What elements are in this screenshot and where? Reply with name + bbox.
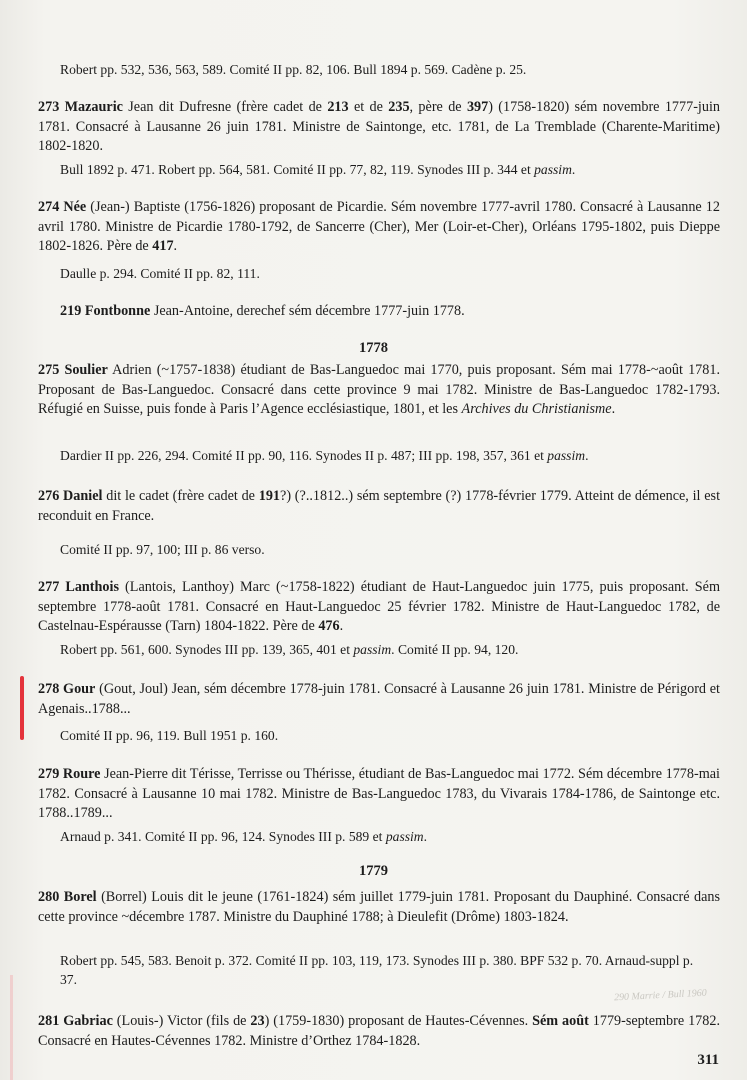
- entry-surname: Mazauric: [64, 99, 123, 115]
- entry-number: 278: [38, 681, 60, 697]
- entry-number: 219: [60, 303, 82, 319]
- entry-276: 276 Daniel dit le cadet (frère cadet de 191?) (?..1812..) sém septembre (?) 1778-février 1779. Atteint de démence, il est reconduit en France.: [38, 488, 721, 524]
- entry-surname: Gour: [63, 681, 96, 697]
- entry-219: 219 Fontbonne Jean-Antoine, derechef sém décembre 1777-juin 1778.: [60, 303, 465, 319]
- entry-surname: Lanthois: [65, 579, 119, 595]
- entry-number: 273: [38, 99, 60, 115]
- entry-number: 279: [38, 766, 60, 782]
- entry-273: 273 Mazauric Jean dit Dufresne (frère cadet de 213 et de 235, père de 397) (1758-1820) sém novembre 1777-juin 1781. Consacré à Lausanne 26 juin 1781. Ministre de Saintonge, etc. 1781, de La Tremblade (Charente-Maritime) 1802-1820.: [38, 99, 720, 154]
- bleed-through-text: 290 Marrie / Bull 1960: [613, 987, 708, 1004]
- reference-line: Daulle p. 294. Comité II pp. 82, 111.: [60, 266, 260, 281]
- highlight-marker: [20, 676, 24, 740]
- entry-surname: Soulier: [64, 362, 108, 378]
- reference-line: Robert pp. 532, 536, 563, 589. Comité II pp. 82, 106. Bull 1894 p. 569. Cadène p. 25.: [60, 62, 527, 77]
- entry-280: 280 Borel (Borrel) Louis dit le jeune (1761-1824) sém juillet 1779-juin 1781. Proposant du Dauphiné. Consacré dans cette province ~décembre 1787. Ministre du Dauphiné 1788; à Dieulefit (Drôme) 1803-1824.: [38, 889, 721, 925]
- reference-line: Arnaud p. 341. Comité II pp. 96, 124. Synodes III p. 589 et passim.: [60, 829, 428, 844]
- page-number: 311: [697, 1052, 719, 1068]
- entry-275: 275 Soulier Adrien (~1757-1838) étudiant de Bas-Languedoc mai 1770, puis proposant. Sém mai 1778-~août 1781. Proposant de Bas-Languedoc. Consacré dans cette province 9 mai 1782. Ministre de Bas-Languedoc 1782-1793. Réfugié en Suisse, puis fonde à Paris l’Agence ecclésiastique, 1801, et les Archives du Christianisme.: [38, 362, 721, 417]
- entry-surname: Borel: [63, 889, 97, 905]
- entry-277: 277 Lanthois (Lantois, Lanthoy) Marc (~1758-1822) étudiant de Haut-Languedoc juin 1775, puis proposant. Sém septembre 1778-août 1781. Consacré en Haut-Languedoc 25 février 1782. Ministre de Haut-Languedoc 1782, de Castelnau-Espérausse (Tarn) 1804-1822. Père de 476.: [38, 579, 721, 634]
- year-heading: 1779: [359, 863, 388, 879]
- reference-line: Robert pp. 561, 600. Synodes III pp. 139, 365, 401 et passim. Comité II pp. 94, 120.: [60, 642, 519, 657]
- entry-number: 276: [38, 488, 60, 504]
- reference-line: Bull 1892 p. 471. Robert pp. 564, 581. Comité II pp. 77, 82, 119. Synodes III p. 344 et passim.: [60, 162, 576, 177]
- entry-number: 274: [38, 199, 60, 215]
- entry-278: 278 Gour (Gout, Joul) Jean, sém décembre 1778-juin 1781. Consacré à Lausanne 26 juin 1781. Ministre de Périgord et Agenais..1788...: [38, 681, 720, 717]
- entry-surname: Daniel: [63, 488, 103, 504]
- entry-281: 281 Gabriac (Louis-) Victor (fils de 23) (1759-1830) proposant de Hautes-Cévennes. Sém août 1779-septembre 1782. Consacré en Hautes-Cévennes 1782. Ministre d’Orthez 1784-1828.: [38, 1013, 721, 1049]
- entry-surname: Fontbonne: [84, 303, 151, 319]
- reference-line: Dardier II pp. 226, 294. Comité II pp. 90, 116. Synodes II p. 487; III pp. 198, 357, 361 et passim.: [60, 448, 589, 463]
- entry-number: 275: [38, 362, 60, 378]
- entry-274: 274 Née (Jean-) Baptiste (1756-1826) proposant de Picardie. Sém novembre 1777-avril 1780. Consacré à Lausanne 12 avril 1780. Ministre de Picardie 1780-1792, de Sancerre (Cher), Mer (Loir-et-Cher), Orléans 1795-1802, puis Dieppe 1802-1826. Père de 417.: [38, 199, 720, 254]
- entry-number: 281: [38, 1013, 60, 1029]
- entry-number: 280: [38, 889, 60, 905]
- entry-surname: Gabriac: [63, 1013, 113, 1029]
- reference-line: Robert pp. 545, 583. Benoit p. 372. Comité II pp. 103, 119, 173. Synodes III p. 380. BPF 532 p. 70. Arnaud-suppl p. 37.: [60, 953, 694, 987]
- entry-surname: Née: [63, 199, 87, 215]
- entry-279: 279 Roure Jean-Pierre dit Térisse, Terrisse ou Thérisse, étudiant de Bas-Languedoc mai 1772. Sém décembre 1778-mai 1782. Consacré à Lausanne 10 mai 1782. Ministre de Bas-Languedoc 1783, du Vivarais 1784-1786, de Saintonge etc. 1788..1789...: [38, 766, 720, 821]
- margin-stain: [10, 975, 13, 1080]
- entry-number: 277: [38, 579, 60, 595]
- year-heading: 1778: [359, 340, 388, 356]
- entry-surname: Roure: [62, 766, 101, 782]
- reference-line: Comité II pp. 97, 100; III p. 86 verso.: [60, 542, 265, 557]
- reference-line: Comité II pp. 96, 119. Bull 1951 p. 160.: [60, 728, 279, 743]
